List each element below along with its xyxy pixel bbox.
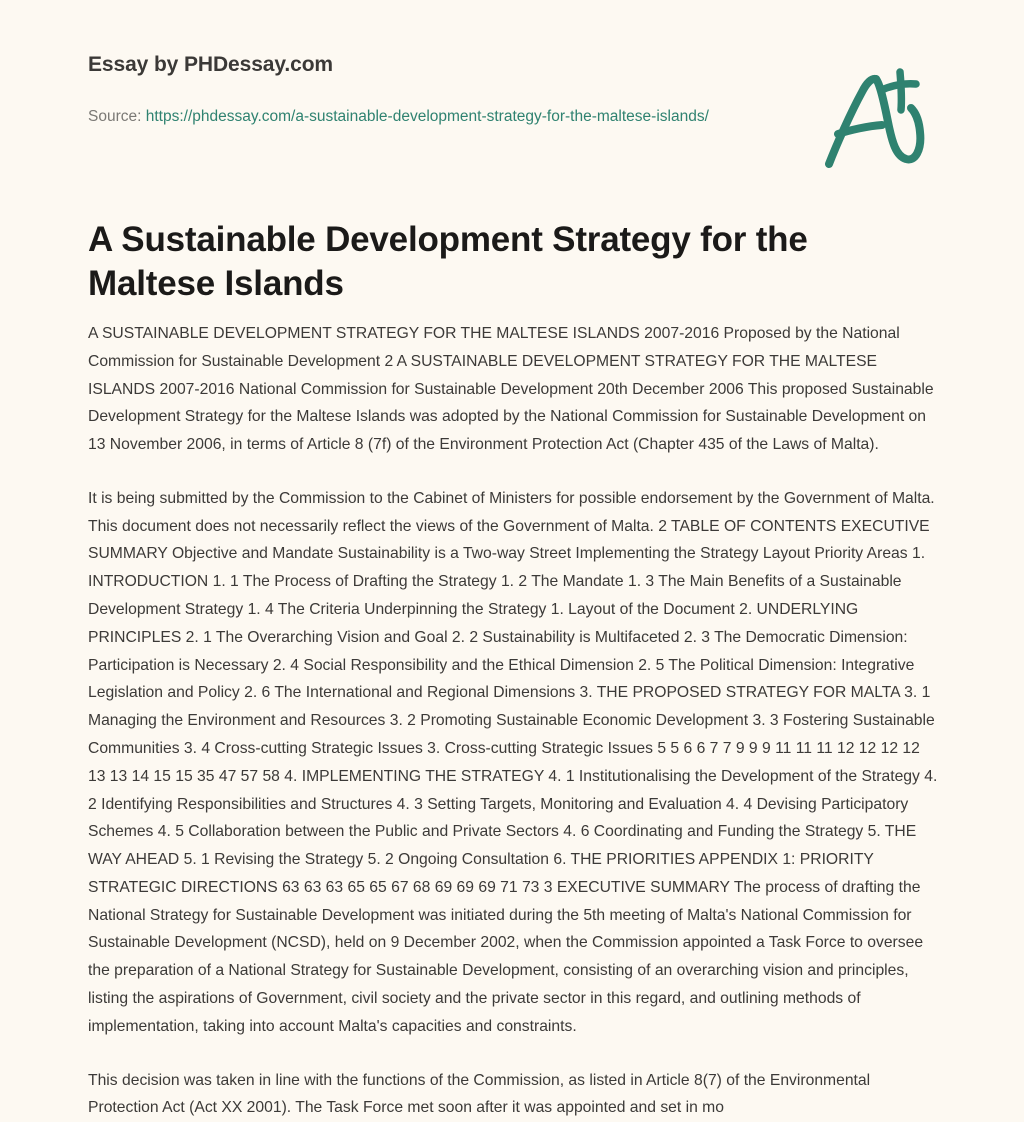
source-line (88, 103, 738, 131)
article-paragraph: It is being submitted by the Commission to the Cabinet of Ministers for possible endorsement by the Government of Malta. This document does not necessarily reflect the views of the Government of Malta. 2 TABLE OF CONTENTS EXECUTIVE SUMMARY Objective and Mandate Sustainability is a Two-way Street Implementing the Strategy Layout Priority Areas 1. INTRODUCTION 1. 1 The Process of Drafting the Strategy 1. 2 The Mandate 1. 3 The Main Benefits of a Sustainable Development Strategy 1. 4 The Criteria Underpinning the Strategy 1. Layout of the Document 2. UNDERLYING PRINCIPLES 2. 1 The Overarching Vision and Goal 2. 2 Sustainability is Multifaceted 2. 3 The Democratic Dimension: Participation is Necessary 2. 4 Social Responsibility and the Ethical Dimension 2. 5 The Political Dimension: Integrative Legislation and Policy 2. 6 The International and Regional Dimensions 3. THE PROPOSED STRATEGY FOR MALTA 3. 1 Managing the Environment and Resources 3. 2 Promoting Sustainable Economic Development 3. 3 Fostering Sustainable Communities 3. 4 Cross-cutting Strategic Issues 3. Cross-cutting Strategic Issues 5 5 6 6 7 7 9 9 9 11 11 11 12 12 12 12 13 13 14 15 15 35 47 57 58 4. IMPLEMENTING THE STRATEGY 4. 1 Institutionalising the Development of the Strategy 4. 2 Identifying Responsibilities and Structures 4. 3 Setting Targets, Monitoring and Evaluation 4. 4 Devising Participatory Schemes 4. 5 Collaboration between the Public and Private Sectors 4. 6 Coordinating and Funding the Strategy 5. THE WAY AHEAD 5. 1 Revising the Strategy 5. 2 Ongoing Consultation 6. THE PRIORITIES APPENDIX 1: PRIORITY STRATEGIC DIRECTIONS 63 63 63 65 65 67 68 69 69 69 71 73 3 EXECUTIVE SUMMARY The process of drafting the National Strategy for Sustainable Development was initiated during the 5th meeting of Malta's National Commission for Sustainable Development (NCSD), held on 9 December 2002, when the Commission appointed a Task Force to oversee the preparation of a National Strategy for Sustainable Development, consisting of an overarching vision and principles, listing the aspirations of Government, civil society and the private sector in this regard, and outlining methods of implementation, taking into account Malta's capacities and constraints. (88, 489, 938, 1035)
page-title: A Sustainable Development Strategy for the Maltese Islands (88, 220, 808, 304)
source-label: Source: (88, 108, 142, 126)
article-paragraph: This decision was taken in line with the functions of the Commission, as listed in Article 8(7) of the Environmental Protection Act (Act XX 2001). The Task Force met soon after it was appointed and set in mo (88, 1071, 871, 1117)
a-plus-icon (816, 62, 936, 182)
site-brand: Essay by PHDessay.com (88, 53, 333, 76)
article-body (88, 320, 938, 1122)
page-header (88, 52, 938, 131)
source-url-link[interactable]: https://phdessay.com/a-sustainable-development-strategy-for-the-maltese-islands/ (145, 108, 709, 126)
a-plus-logo (816, 62, 936, 182)
article-paragraph: A SUSTAINABLE DEVELOPMENT STRATEGY FOR THE MALTESE ISLANDS 2007-2016 Proposed by the National Commission for Sustainable Development 2 A SUSTAINABLE DEVELOPMENT STRATEGY FOR THE MALTESE ISLANDS 2007-2016 National Commission for Sustainable Development 20th December 2006 This proposed Sustainable Development Strategy for the Maltese Islands was adopted by the National Commission for Sustainable Development on 13 November 2006, in terms of Article 8 (7f) of the Environment Protection Act (Chapter 435 of the Laws of Malta). (88, 325, 934, 454)
